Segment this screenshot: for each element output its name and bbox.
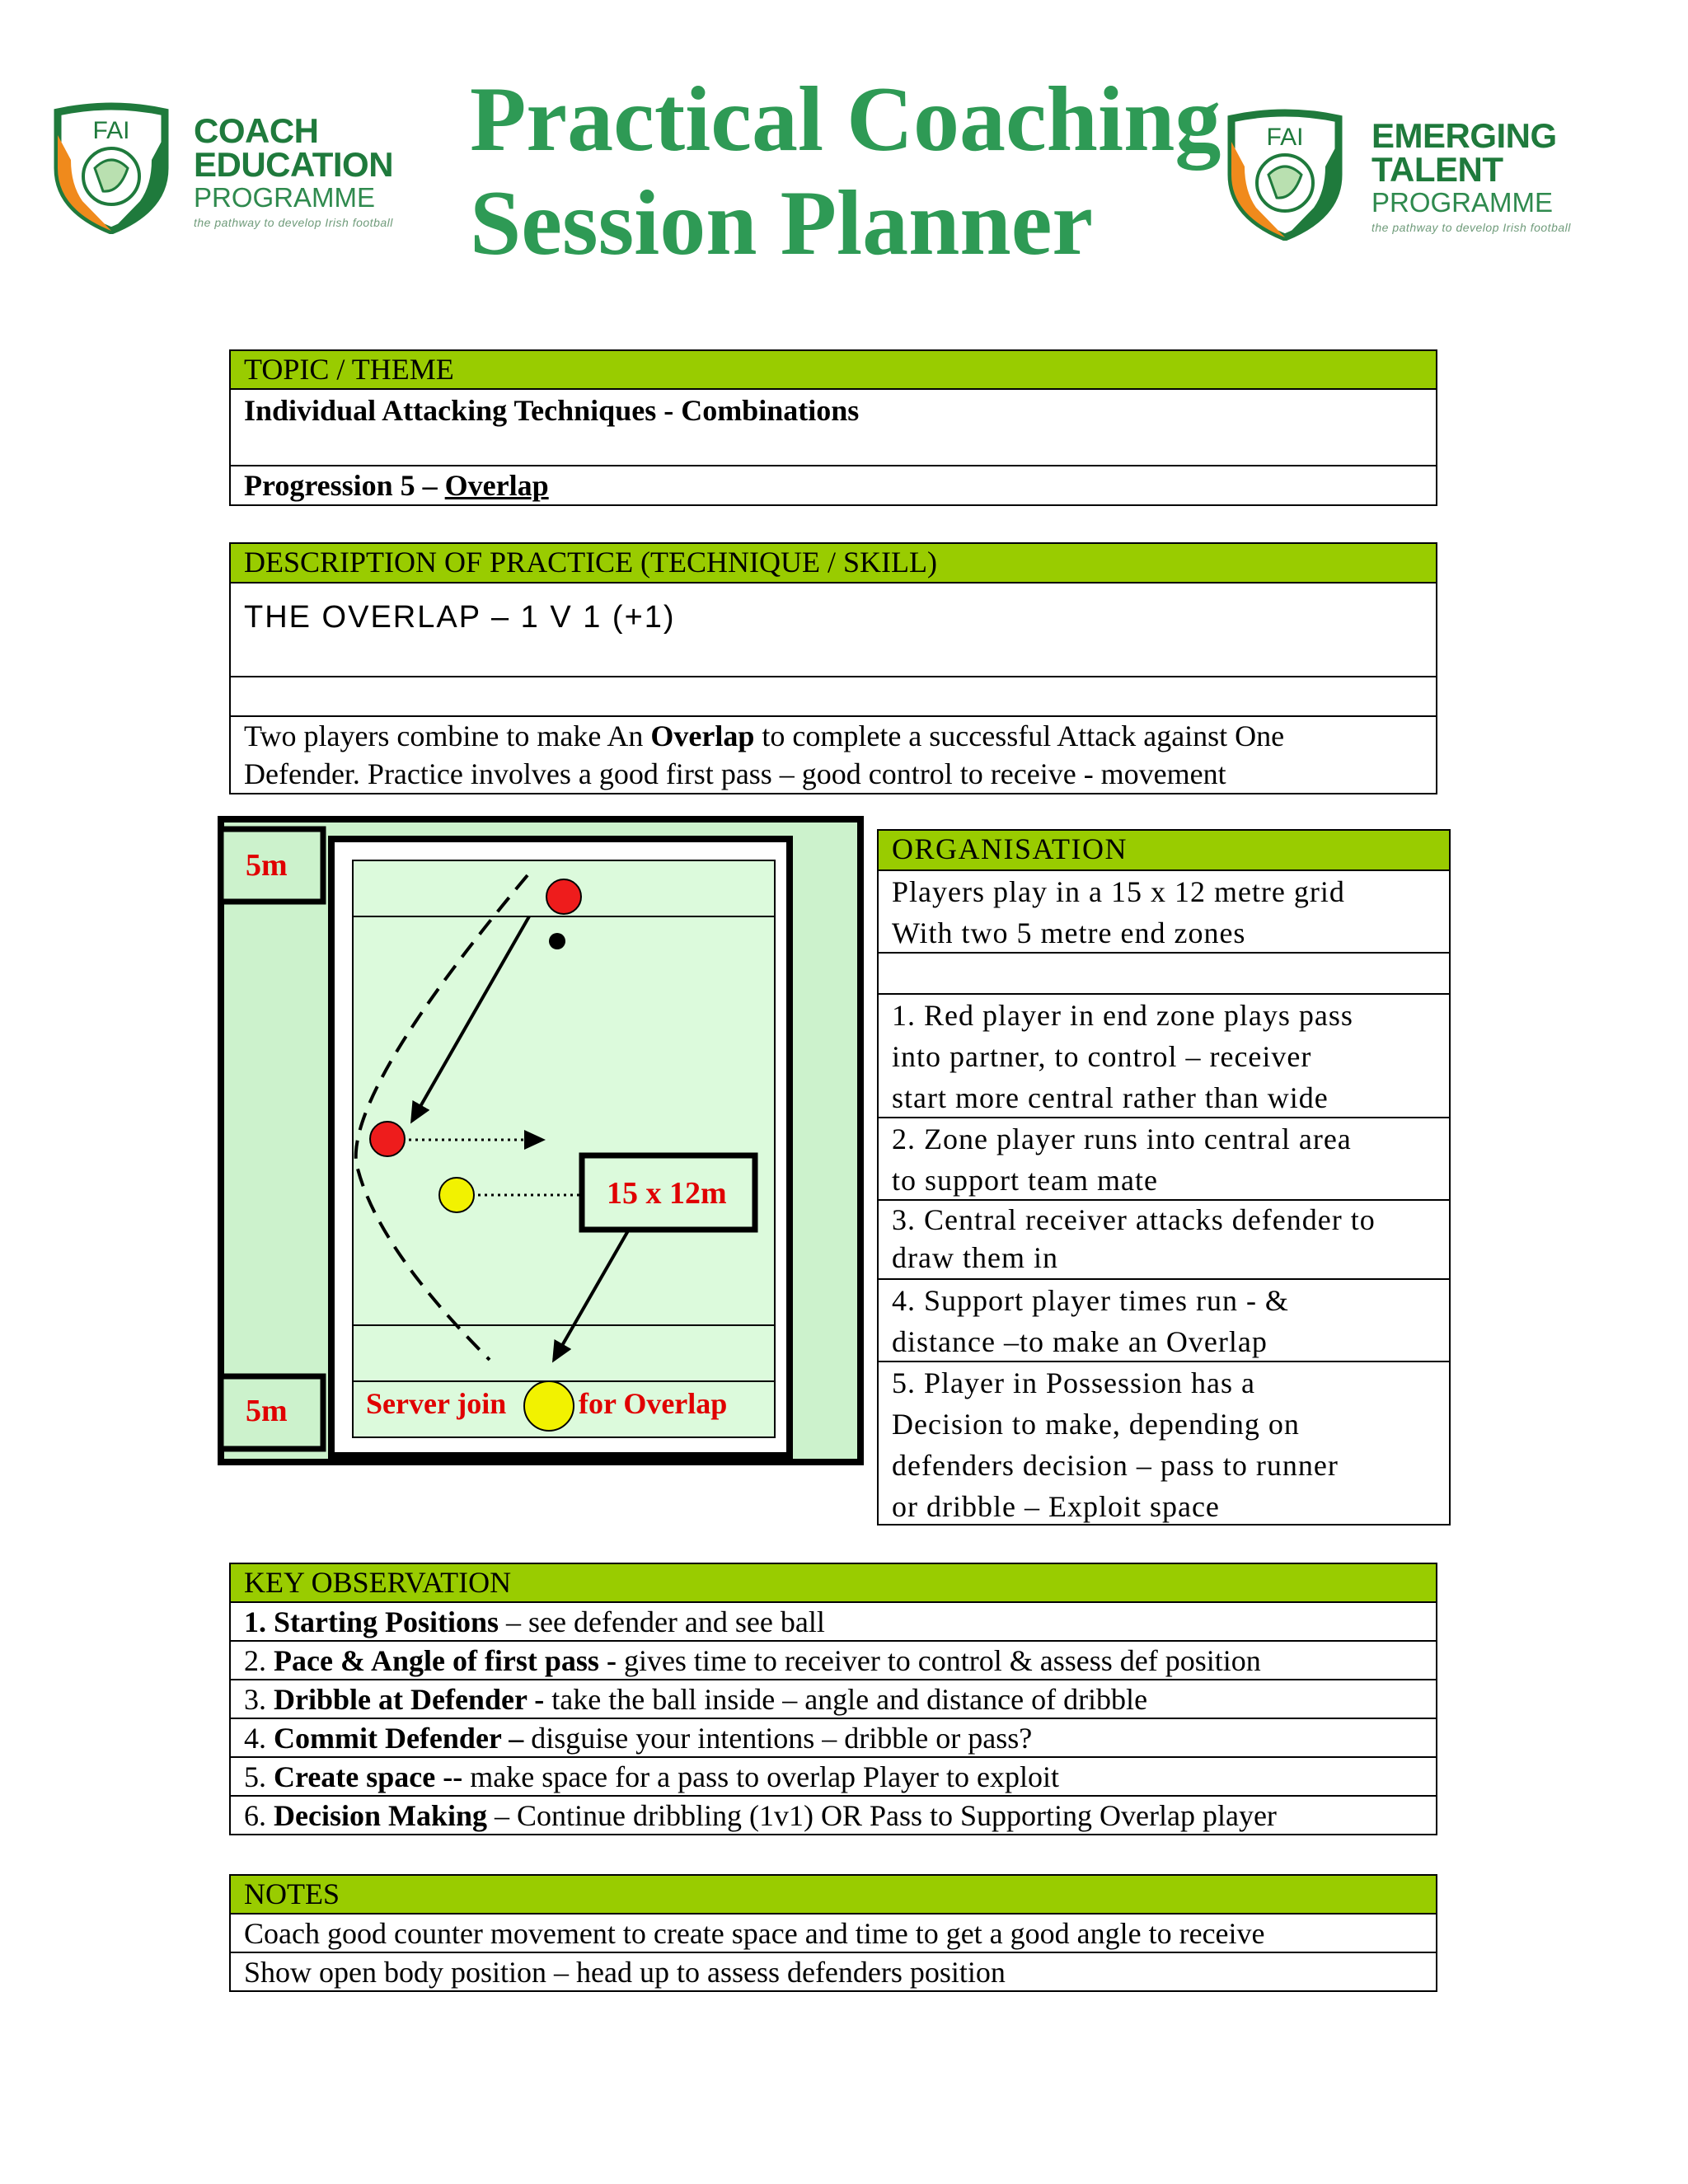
yellow-server — [524, 1381, 574, 1431]
topic-header: TOPIC / THEME — [231, 349, 1436, 390]
emerging-talent-logo — [1223, 109, 1635, 249]
observation-row: 5. Create space -- make space for a pass to overlap Player to exploit — [231, 1758, 1436, 1797]
practice-diagram — [218, 816, 864, 1465]
observation-row: 2. Pace & Angle of first pass - gives time to receiver to control & assess def position — [231, 1642, 1436, 1680]
coach-education-logo — [49, 102, 429, 242]
organisation-row: 3. Central receiver attacks defender to draw them in — [879, 1201, 1449, 1280]
fai-crest-icon — [1223, 109, 1347, 241]
organisation-row: 2. Zone player runs into central area to support team mate — [879, 1118, 1449, 1201]
organisation-empty-row — [879, 954, 1449, 995]
key-observation-header: KEY OBSERVATION — [231, 1563, 1436, 1603]
logo-line-education: EDUCATION — [194, 145, 394, 184]
description-header: DESCRIPTION OF PRACTICE (TECHNIQUE / SKILL) — [231, 542, 1436, 583]
red-player-receiver — [370, 1122, 405, 1156]
description-empty-row — [231, 677, 1436, 717]
logo-line-talent: TALENT — [1372, 150, 1503, 189]
page-title — [470, 68, 1228, 275]
topic-table — [229, 349, 1437, 506]
logo-tagline: the pathway to develop Irish football — [1372, 221, 1571, 234]
inner-grid — [353, 860, 775, 1437]
logo-line-programme: PROGRAMME — [1372, 187, 1554, 218]
logo-line-coach: COACH — [194, 111, 319, 150]
organisation-row: 4. Support player times run - & distance –to make an Overlap — [879, 1280, 1449, 1362]
description-title: THE OVERLAP – 1 V 1 (+1) — [231, 583, 1436, 677]
page-title-line1: Practical Coaching — [470, 68, 1221, 171]
ball — [549, 933, 565, 949]
organisation-row: 1. Red player in end zone plays pass into partner, to control – receiver start more central rather than wide — [879, 995, 1449, 1118]
observation-row: 6. Decision Making – Continue dribbling (1v1) OR Pass to Supporting Overlap player — [231, 1797, 1436, 1835]
observation-row: 3. Dribble at Defender - take the ball inside – angle and distance of dribble — [231, 1680, 1436, 1719]
zone-top-label: 5m — [246, 848, 288, 883]
zone-bottom-label: 5m — [246, 1394, 288, 1428]
red-player-end-zone — [546, 879, 581, 914]
notes-row: Show open body position – head up to assess defenders position — [231, 1953, 1436, 1992]
logo-tagline: the pathway to develop Irish football — [194, 216, 393, 229]
organisation-table — [877, 829, 1451, 1526]
server-label-right: for Overlap — [579, 1387, 728, 1420]
topic-title: Individual Attacking Techniques - Combinations — [231, 390, 1436, 466]
logo-line-emerging: EMERGING — [1372, 116, 1557, 155]
organisation-header: ORGANISATION — [879, 829, 1449, 871]
key-observation-table — [229, 1563, 1437, 1835]
page-title-line2: Session Planner — [470, 172, 1094, 274]
progression-name: Overlap — [444, 469, 549, 502]
observation-row: 1. Starting Positions – see defender and see ball — [231, 1603, 1436, 1642]
topic-progression: Progression 5 – Overlap — [231, 466, 1436, 506]
svg-text:FAI: FAI — [92, 117, 130, 144]
server-label-left: Server join — [366, 1387, 507, 1420]
svg-text:FAI: FAI — [1266, 124, 1304, 151]
pitch-diagram — [218, 816, 864, 1465]
description-table — [229, 542, 1437, 794]
observation-row: 4. Commit Defender – disguise your intentions – dribble or pass? — [231, 1719, 1436, 1758]
fai-crest-icon — [49, 102, 173, 234]
grid-size-label: 15 x 12m — [607, 1176, 727, 1211]
yellow-defender — [439, 1178, 474, 1212]
description-text: Two players combine to make An Overlap to complete a successful Attack against One Defender. Practice involves a good first pass – good control to receive - movement — [231, 717, 1436, 794]
organisation-row: Players play in a 15 x 12 metre grid With two 5 metre end zones — [879, 871, 1449, 954]
organisation-row: 5. Player in Possession has a Decision to make, depending on defenders decision – pass to runner or dribble – Exploit space — [879, 1362, 1449, 1526]
notes-row: Coach good counter movement to create space and time to get a good angle to receive — [231, 1915, 1436, 1953]
logo-line-programme: PROGRAMME — [194, 182, 376, 213]
notes-table — [229, 1874, 1437, 1992]
notes-header: NOTES — [231, 1874, 1436, 1915]
